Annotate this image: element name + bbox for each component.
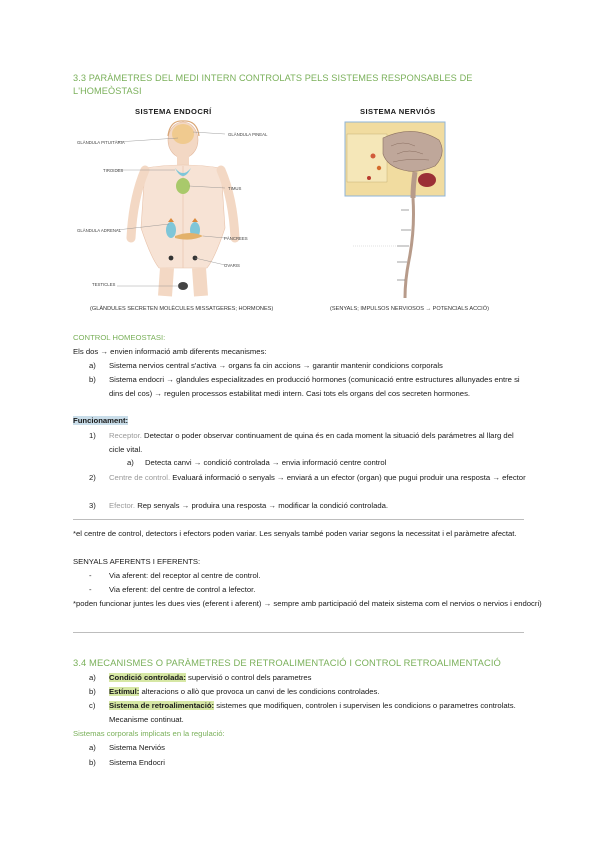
signals-heading: SENYALS AFERENTS I EFERENTS: xyxy=(73,557,201,566)
list-marker: a) xyxy=(89,673,96,682)
term-label: Estímul: xyxy=(109,687,140,696)
definition-stimulus xyxy=(109,685,529,699)
system-endocrine: Sistema Endocri xyxy=(109,758,165,767)
nervous-figure-title: SISTEMA NERVIÓS xyxy=(360,107,436,116)
divider xyxy=(73,519,524,520)
step-control-centre xyxy=(109,471,529,485)
term-text: sistemes que modifiquen, controlen i supervisen les condicions o parametres controlats. Mecanisme continuat. xyxy=(109,701,516,724)
step-label: Efector. xyxy=(109,501,136,510)
list-marker: a) xyxy=(89,743,96,752)
step-text: Rep senyals → produira una resposta → modificar la condició controlada. xyxy=(137,501,389,510)
label-pineal: GLÀNDULA PINEAL xyxy=(228,132,268,137)
systems-heading: Sistemas corporals implicats en la regulació: xyxy=(73,729,225,738)
term-text: supervisió o control dels parametres xyxy=(185,673,312,682)
step-marker: 2) xyxy=(89,473,96,482)
list-marker: b) xyxy=(89,375,96,384)
step-label: Centre de control. xyxy=(109,473,171,482)
list-item: Sistema nervios central s'activa → organs fa cin accions → garantir mantenir condicions corporals xyxy=(109,361,443,370)
label-thyroid: TIROIDES xyxy=(103,168,124,173)
signal-afferent: Via aferent: del receptor al centre de control. xyxy=(109,571,261,580)
note-2: *poden funcionar juntes les dues vies (eferent i aferent) → sempre amb participació del mateix sistema com el nervios o nervios i endocri) xyxy=(73,599,542,608)
step-effector xyxy=(109,499,529,513)
term-text: alteracions o allò que provoca un canvi de les condicions controlades. xyxy=(139,687,380,696)
endocrine-caption: (GLÀNDULES SECRETEN MOLÈCULES MISSATGERES; HORMONES) xyxy=(90,306,274,312)
step-substep: Detecta canvi → condició controlada → envia informació centre control xyxy=(145,458,387,467)
label-ovaries: OVARIS xyxy=(224,263,240,268)
bullet-marker: - xyxy=(89,585,92,594)
nervous-system-illustration xyxy=(343,120,453,300)
step-text: Detectar o poder observar continuament de quina és en cada moment la situació dels parámetres al llarg del cicle vital. xyxy=(109,431,514,454)
note-1: *el centre de control, detectors i efectors poden variar. Les senyals també poden variar segons la necessitat i el paràmetre afectat. xyxy=(73,529,517,538)
endocrine-figure xyxy=(75,118,295,298)
step-receptor xyxy=(109,429,529,456)
list-marker: b) xyxy=(89,758,96,767)
signal-efferent: Via eferent: del centre de control a lefector. xyxy=(109,585,256,594)
list-item: Sistema endocri → glandules especialitzades en producció hormones (comunicació entre estructures allunyades entre si dins del cos) → regulen processos estabilitat medi intern. Casi tots els organs del cos secreten hormones. xyxy=(109,375,520,398)
system-nervous: Sistema Nerviós xyxy=(109,743,165,752)
bullet-marker: - xyxy=(89,571,92,580)
list-marker: a) xyxy=(89,361,96,370)
list-marker: b) xyxy=(89,687,96,696)
endocrine-body-illustration xyxy=(75,118,295,298)
definition-feedback-system xyxy=(109,699,529,726)
endocrine-figure-title: SISTEMA ENDOCRÍ xyxy=(135,107,212,116)
term-label: Condició controlada: xyxy=(109,673,186,682)
step-label: Receptor. xyxy=(109,431,142,440)
label-pituitary: GLÀNDULA PITUITÀRIA xyxy=(77,140,125,145)
label-thymus: TIMUS xyxy=(228,186,242,191)
divider xyxy=(73,632,524,633)
step-marker: 1) xyxy=(89,431,96,440)
definition-controlled-condition xyxy=(109,671,529,685)
funcionament-highlight: Funcionament: xyxy=(73,416,129,425)
term-label: Sistema de retroalimentació: xyxy=(109,701,215,710)
label-testes: TESTICLES xyxy=(92,282,116,287)
section-title: 3.4 MECANISMES O PARÀMETRES DE RETROALIMENTACIÓ I CONTROL RETROALIMENTACIÓ xyxy=(73,657,501,668)
homeostasis-heading: CONTROL HOMEOSTASI: xyxy=(73,333,166,342)
step-marker: 3) xyxy=(89,501,96,510)
nervous-figure xyxy=(343,120,453,300)
step-marker: a) xyxy=(127,458,134,467)
funcionament-label xyxy=(73,414,543,428)
section-title: 3.3 PARÀMETRES DEL MEDI INTERN CONTROLATS PELS SISTEMES RESPONSABLES DE L'HOMEÒSTASI xyxy=(73,73,473,96)
label-adrenal: GLÀNDULA ADRENAL xyxy=(77,228,122,233)
homeostasis-intro: Els dos → envien informació amb diferents mecanismes: xyxy=(73,347,267,356)
label-pancreas: PÀNCREES xyxy=(224,236,248,241)
nervous-caption: (SENYALS; IMPULSOS NERVIOSOS → POTENCIALS ACCIÓ) xyxy=(330,306,489,312)
list-marker: c) xyxy=(89,701,96,710)
step-text: Evaluará informació o senyals → enviará a un efector (organ) que pugui produir una resposta → efector xyxy=(172,473,526,482)
